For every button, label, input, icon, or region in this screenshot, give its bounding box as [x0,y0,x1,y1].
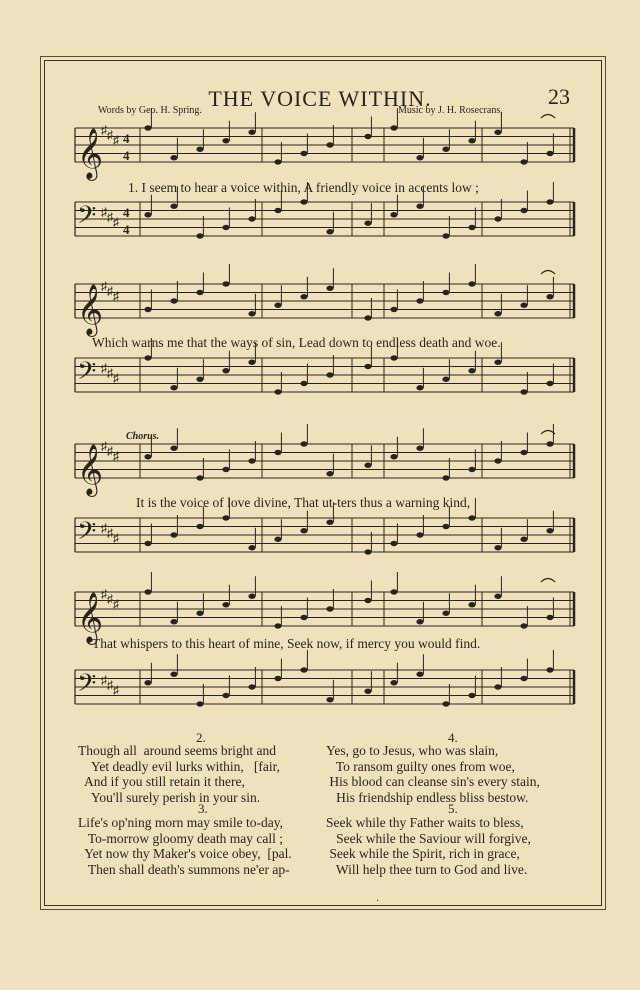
fermata-mark [541,271,555,275]
note-head [144,355,151,360]
time-sig-bottom: 4 [123,222,130,237]
note-head [546,199,553,204]
note-head [520,623,527,628]
note-head [300,615,307,620]
note-head [326,286,333,291]
sharp-sign: ♯ [107,444,113,458]
note-head [416,532,423,537]
sharp-sign: ♯ [107,284,113,298]
note-head [326,697,333,702]
note-head [390,125,397,130]
bass-clef: 𝄢 [77,517,97,552]
note-head [364,134,371,139]
note-head [144,125,151,130]
note-head [494,684,501,689]
note-head [468,138,475,143]
note-head [248,130,255,135]
note-head [442,524,449,529]
lyric-line-2: Which warns me that the ways of sin, Lead down to endless death and woe. [92,335,501,350]
note-head [196,611,203,616]
note-head [546,294,553,299]
note-head [300,151,307,156]
note-head [390,541,397,546]
note-head [546,667,553,672]
note-head [326,142,333,147]
note-head [248,458,255,463]
note-head [468,515,475,520]
note-head [300,528,307,533]
note-head [300,294,307,299]
treble-clef: 𝄞 [77,592,104,643]
note-head [326,471,333,476]
note-head [442,475,449,480]
sharp-sign: ♯ [107,678,113,692]
note-head [546,151,553,156]
sharp-sign: ♯ [101,673,107,687]
note-head [170,155,177,160]
note-head [416,204,423,209]
verse-number-2: 2. [196,730,206,745]
note-head [416,298,423,303]
note-head [390,680,397,685]
note-head [196,147,203,152]
note-head [300,381,307,386]
page-number: 23 [548,84,570,109]
note-head [390,355,397,360]
bass-clef: 𝄢 [77,201,97,236]
note-head [248,216,255,221]
note-head [170,385,177,390]
note-head [442,147,449,152]
note-head [222,281,229,286]
note-head [274,159,281,164]
sharp-sign: ♯ [113,531,119,545]
note-head [144,454,151,459]
note-head [494,594,501,599]
note-head [364,549,371,554]
note-head [520,303,527,308]
chorus-label: Chorus. [126,431,160,442]
note-head [222,368,229,373]
note-head [248,684,255,689]
note-head [170,446,177,451]
printer-mark: · [376,896,380,907]
note-head [546,528,553,533]
note-head [390,454,397,459]
note-head [416,672,423,677]
note-head [468,225,475,230]
note-head [248,360,255,365]
verse-5: Seek while thy Father waits to bless, Seek while the Saviour will forgive, Seek while the Spirit, rich in grace, Will help thee turn to God and live. [326,815,531,877]
note-head [248,311,255,316]
note-head [248,545,255,550]
note-head [300,667,307,672]
lyric-line-4: That whispers to this heart of mine, Seek now, if mercy you would find. [92,636,481,651]
lyric-line-3: It is the voice of love divine, That ut-ters thus a warning kind, [136,495,471,510]
sharp-sign: ♯ [101,587,107,601]
words-credit: Words by Geo. H. Spring. [98,105,202,116]
note-head [248,594,255,599]
note-head [416,155,423,160]
note-head [144,680,151,685]
note-head [300,199,307,204]
note-head [416,619,423,624]
note-head [520,159,527,164]
note-head [468,693,475,698]
note-head [494,216,501,221]
note-head [468,368,475,373]
note-head [144,589,151,594]
sharp-sign: ♯ [101,439,107,453]
note-head [520,676,527,681]
note-head [494,311,501,316]
note-head [274,208,281,213]
bass-clef: 𝄢 [77,669,97,704]
note-head [170,672,177,677]
verse-3: Life's op'ning morn may smile to-day, To-morrow gloomy death may call ; Yet now thy Maker's voice obey, [pal. Then shall death's summons ne'er ap- [78,815,292,877]
note-head [196,290,203,295]
note-head [144,541,151,546]
verse-number-3: 3. [198,801,208,816]
sharp-sign: ♯ [113,597,119,611]
note-head [170,204,177,209]
note-head [222,693,229,698]
note-head [520,208,527,213]
verse-4: Yes, go to Jesus, who was slain, To ransom guilty ones from woe, His blood can cleanse sin's every stain, His friendship endless bliss bestow. [326,743,540,805]
note-head [546,441,553,446]
sharp-sign: ♯ [113,289,119,303]
note-head [364,364,371,369]
note-head [442,290,449,295]
music-credit: Music by J. H. Rosecrans. [398,105,503,116]
note-head [222,138,229,143]
note-head [274,623,281,628]
note-head [494,360,501,365]
sharp-sign: ♯ [107,366,113,380]
sharp-sign: ♯ [101,521,107,535]
note-head [222,602,229,607]
verse-number-5: 5. [448,801,458,816]
note-head [520,537,527,542]
treble-clef: 𝄞 [77,128,104,179]
hymn-title: THE VOICE WITHIN. [208,86,432,111]
note-head [364,598,371,603]
note-head [274,676,281,681]
note-head [326,372,333,377]
note-head [494,130,501,135]
note-head [468,467,475,472]
note-head [144,212,151,217]
note-head [416,385,423,390]
time-sig-top: 4 [123,131,130,146]
note-head [468,602,475,607]
note-head [364,463,371,468]
note-head [442,611,449,616]
note-head [196,475,203,480]
note-head [326,520,333,525]
note-head [390,589,397,594]
note-head [520,450,527,455]
note-head [520,389,527,394]
sharp-sign: ♯ [107,592,113,606]
sharp-sign: ♯ [101,279,107,293]
note-head [364,315,371,320]
note-head [144,307,151,312]
note-head [300,441,307,446]
note-head [442,377,449,382]
note-head [222,225,229,230]
note-head [364,689,371,694]
note-head [274,389,281,394]
note-head [170,532,177,537]
lyric-line-1: 1. I seem to hear a voice within, A friendly voice in accents low ; [128,180,479,195]
note-head [222,467,229,472]
sharp-sign: ♯ [101,361,107,375]
sharp-sign: ♯ [113,371,119,385]
sharp-sign: ♯ [113,683,119,697]
sharp-sign: ♯ [107,210,113,224]
note-head [546,615,553,620]
note-head [274,303,281,308]
note-head [494,458,501,463]
bass-clef: 𝄢 [77,357,97,392]
sharp-sign: ♯ [107,128,113,142]
note-head [442,701,449,706]
note-head [390,307,397,312]
sharp-sign: ♯ [113,449,119,463]
note-head [468,281,475,286]
verse-number-4: 4. [448,730,458,745]
time-sig-bottom: 4 [123,148,130,163]
sharp-sign: ♯ [113,215,119,229]
note-head [326,606,333,611]
sharp-sign: ♯ [101,123,107,137]
note-head [222,515,229,520]
fermata-mark [541,579,555,583]
note-head [442,233,449,238]
note-head [196,524,203,529]
time-sig-top: 4 [123,205,130,220]
sharp-sign: ♯ [107,526,113,540]
note-head [170,298,177,303]
note-head [364,221,371,226]
note-head [390,212,397,217]
note-head [196,377,203,382]
verse-2: Though all around seems bright and Yet deadly evil lurks within, [fair, And if you still retain it there, You'll surely perish in your sin. [78,743,280,805]
note-head [196,233,203,238]
note-head [416,446,423,451]
note-head [170,619,177,624]
treble-clef: 𝄞 [77,284,104,335]
note-head [326,229,333,234]
note-head [274,450,281,455]
note-head [274,537,281,542]
note-head [196,701,203,706]
sharp-sign: ♯ [113,133,119,147]
note-head [494,545,501,550]
sharp-sign: ♯ [101,205,107,219]
fermata-mark [541,115,555,119]
treble-clef: 𝄞 [77,444,104,495]
note-head [546,381,553,386]
